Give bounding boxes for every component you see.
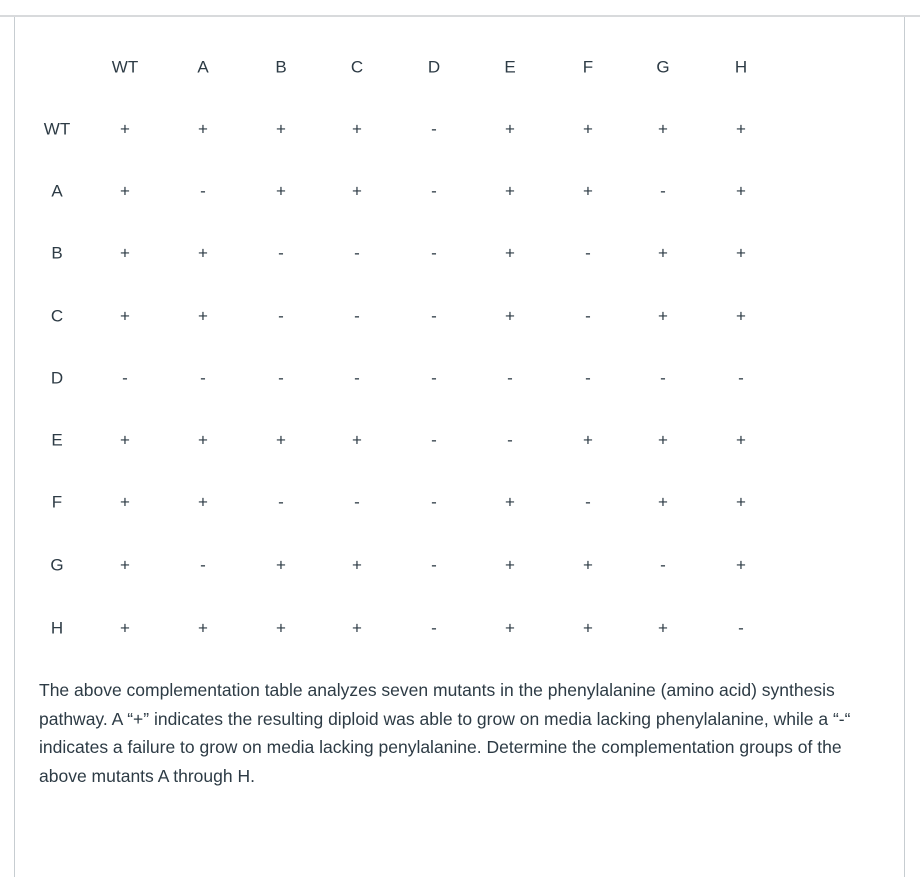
table-cell: -: [354, 243, 360, 263]
table-cell: -: [660, 181, 666, 201]
table-cell: +: [120, 243, 130, 263]
table-cell: -: [200, 181, 206, 201]
row-header: C: [50, 306, 64, 326]
table-cell: +: [658, 119, 668, 139]
table-cell: -: [507, 368, 513, 388]
table-cell: +: [276, 430, 286, 450]
table-cell: +: [352, 181, 362, 201]
table-cell: +: [276, 618, 286, 638]
table-cell: +: [658, 618, 668, 638]
column-header: H: [734, 57, 748, 77]
table-cell: -: [431, 368, 437, 388]
table-cell: +: [736, 430, 746, 450]
table-cell: +: [352, 618, 362, 638]
table-cell: +: [352, 555, 362, 575]
column-header: E: [504, 57, 516, 77]
column-header: C: [350, 57, 364, 77]
row-header: B: [51, 243, 63, 263]
table-cell: +: [276, 181, 286, 201]
column-header: F: [582, 57, 594, 77]
table-cell: +: [352, 430, 362, 450]
table-cell: +: [658, 243, 668, 263]
table-cell: -: [431, 119, 437, 139]
table-cell: -: [354, 368, 360, 388]
table-cell: -: [431, 243, 437, 263]
table-cell: +: [276, 555, 286, 575]
row-header: E: [51, 430, 63, 450]
table-cell: +: [198, 492, 208, 512]
table-cell: -: [278, 492, 284, 512]
table-cell: +: [583, 430, 593, 450]
table-cell: +: [583, 119, 593, 139]
table-cell: +: [352, 119, 362, 139]
table-cell: -: [354, 306, 360, 326]
table-cell: -: [278, 368, 284, 388]
row-header: A: [51, 181, 63, 201]
table-cell: +: [583, 181, 593, 201]
table-cell: +: [505, 555, 515, 575]
table-cell: +: [505, 306, 515, 326]
table-cell: +: [583, 618, 593, 638]
column-header: B: [275, 57, 287, 77]
table-cell: +: [658, 306, 668, 326]
table-cell: +: [198, 618, 208, 638]
table-cell: +: [505, 492, 515, 512]
table-cell: -: [507, 430, 513, 450]
table-cell: -: [660, 555, 666, 575]
table-cell: +: [736, 119, 746, 139]
table-cell: +: [505, 243, 515, 263]
table-cell: +: [736, 243, 746, 263]
table-cell: -: [585, 492, 591, 512]
table-cell: +: [198, 306, 208, 326]
table-cell: -: [585, 243, 591, 263]
row-header: D: [50, 368, 64, 388]
row-header: F: [51, 492, 63, 512]
row-header: G: [50, 555, 64, 575]
table-cell: +: [736, 555, 746, 575]
table-cell: +: [120, 555, 130, 575]
table-cell: +: [658, 492, 668, 512]
column-header: WT: [111, 57, 139, 77]
column-header: D: [427, 57, 441, 77]
table-cell: -: [431, 430, 437, 450]
table-cell: +: [120, 306, 130, 326]
table-cell: -: [431, 618, 437, 638]
column-header: A: [197, 57, 209, 77]
table-cell: +: [583, 555, 593, 575]
table-cell: -: [738, 618, 744, 638]
table-cell: +: [276, 119, 286, 139]
table-cell: -: [431, 555, 437, 575]
table-cell: -: [431, 306, 437, 326]
table-cell: -: [431, 492, 437, 512]
table-cell: +: [658, 430, 668, 450]
question-text: The above complementation table analyzes seven mutants in the phenylalanine (amino acid) synthesis pathway. A “+” indicates the resulting diploid was able to grow on media lacking phenylalanine, while a “-“ indicates a failure to grow on media lacking penylalanine. Determine the complementation groups of the above mutants A through H.: [39, 680, 851, 786]
table-cell: -: [200, 555, 206, 575]
table-cell: +: [198, 430, 208, 450]
table-cell: -: [660, 368, 666, 388]
table-cell: +: [505, 181, 515, 201]
table-cell: +: [505, 618, 515, 638]
table-cell: +: [736, 306, 746, 326]
table-cell: +: [505, 119, 515, 139]
table-cell: +: [120, 618, 130, 638]
column-header: G: [656, 57, 670, 77]
table-cell: -: [431, 181, 437, 201]
table-cell: +: [120, 119, 130, 139]
row-header: H: [50, 618, 64, 638]
table-cell: -: [354, 492, 360, 512]
table-cell: +: [736, 181, 746, 201]
table-cell: -: [585, 368, 591, 388]
table-cell: +: [736, 492, 746, 512]
table-cell: +: [120, 181, 130, 201]
table-cell: +: [120, 430, 130, 450]
table-cell: -: [278, 243, 284, 263]
table-cell: -: [278, 306, 284, 326]
table-cell: -: [200, 368, 206, 388]
table-cell: -: [585, 306, 591, 326]
table-cell: +: [120, 492, 130, 512]
table-cell: +: [198, 119, 208, 139]
row-header: WT: [43, 119, 71, 139]
table-cell: +: [198, 243, 208, 263]
table-cell: -: [738, 368, 744, 388]
table-cell: -: [122, 368, 128, 388]
